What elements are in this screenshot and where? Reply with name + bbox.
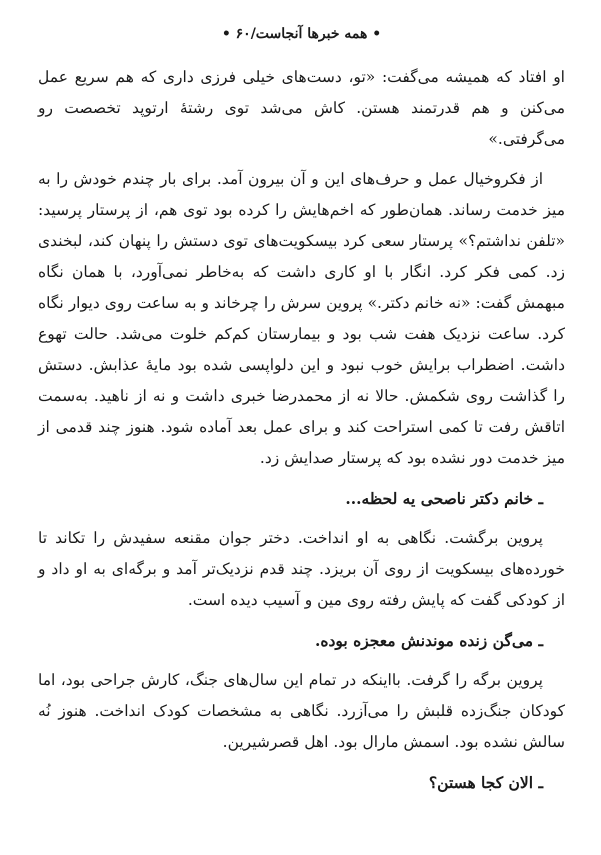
dialogue-line: ـ می‌گن زنده موندنش معجزه بوده. (314, 631, 543, 650)
book-page (38, 0, 565, 855)
dialogue-line: ـ خانم دکتر ناصحی یه لحظه... (345, 489, 543, 508)
dialogue-line: ـ الان کجا هستن؟ (428, 773, 543, 792)
paragraph: پروین برگشت. نگاهی به او انداخت. دختر جوان مقنعه سفیدش را تکاند تا خورده‌های بیسکویت از روی آن بریزد. چند قدم نزدیک‌تر آمد و برگه‌ای به او داد و از کودکی گفت که پایش رفته روی مین و آسیب دیده است. (38, 529, 565, 609)
paragraph: پروین برگه را گرفت. بااینکه در تمام این سال‌های جنگ، کارش جراحی بود، اما کودکان جنگ‌زده قلبش را می‌آزرد. نگاهی به مشخصات کودک انداخت. هنوز نُه سالش نشده بود. اسمش مارال بود. اهل قصرشیرین. (38, 671, 565, 751)
running-header: • همه خبرها آنجاست/۶۰ • (221, 26, 382, 42)
paragraph: او افتاد که همیشه می‌گفت: «تو، دست‌های خیلی فرزی داری که هم سریع عمل می‌کنن و هم قدرتمند هستن. کاش می‌شد توی رشتهٔ ارتوپد تخصصت رو می‌گرفتی.» (38, 68, 565, 148)
body-text (38, 62, 565, 807)
paragraph: از فکروخیال عمل و حرف‌های این و آن بیرون آمد. برای بار چندم خودش را به میز خدمت رساند. همان‌طور که اخم‌هایش را کرده بود توی هم، از پرستار پرسید: «تلفن نداشتم؟» پرستار سعی کرد بیسکویت‌های توی دستش را پنهان کند، لبخندی زد. کمی فکر کرد. انگار با او کاری داشت که به‌خاطر نمی‌آورد، با همان نگاه مبهمش گفت: «نه خانم دکتر.» پروین سرش را چرخاند و به ساعت روی دیوار نگاه کرد. ساعت نزدیک هفت شب بود و بیمارستان کم‌کم خلوت می‌شد. حالت تهوع داشت. اضطراب برایش خوب نبود و این دلواپسی شده بود مایهٔ عذابش. دستش را گذاشت روی شکمش. حالا نه از محمدرضا خبری داشت و نه از ناهید. به‌سمت اتاقش رفت تا کمی استراحت کند و برای عمل بعد آماده شود. هنوز چند قدمی از میز خدمت دور نشده بود که پرستار صدایش زد. (38, 170, 565, 467)
